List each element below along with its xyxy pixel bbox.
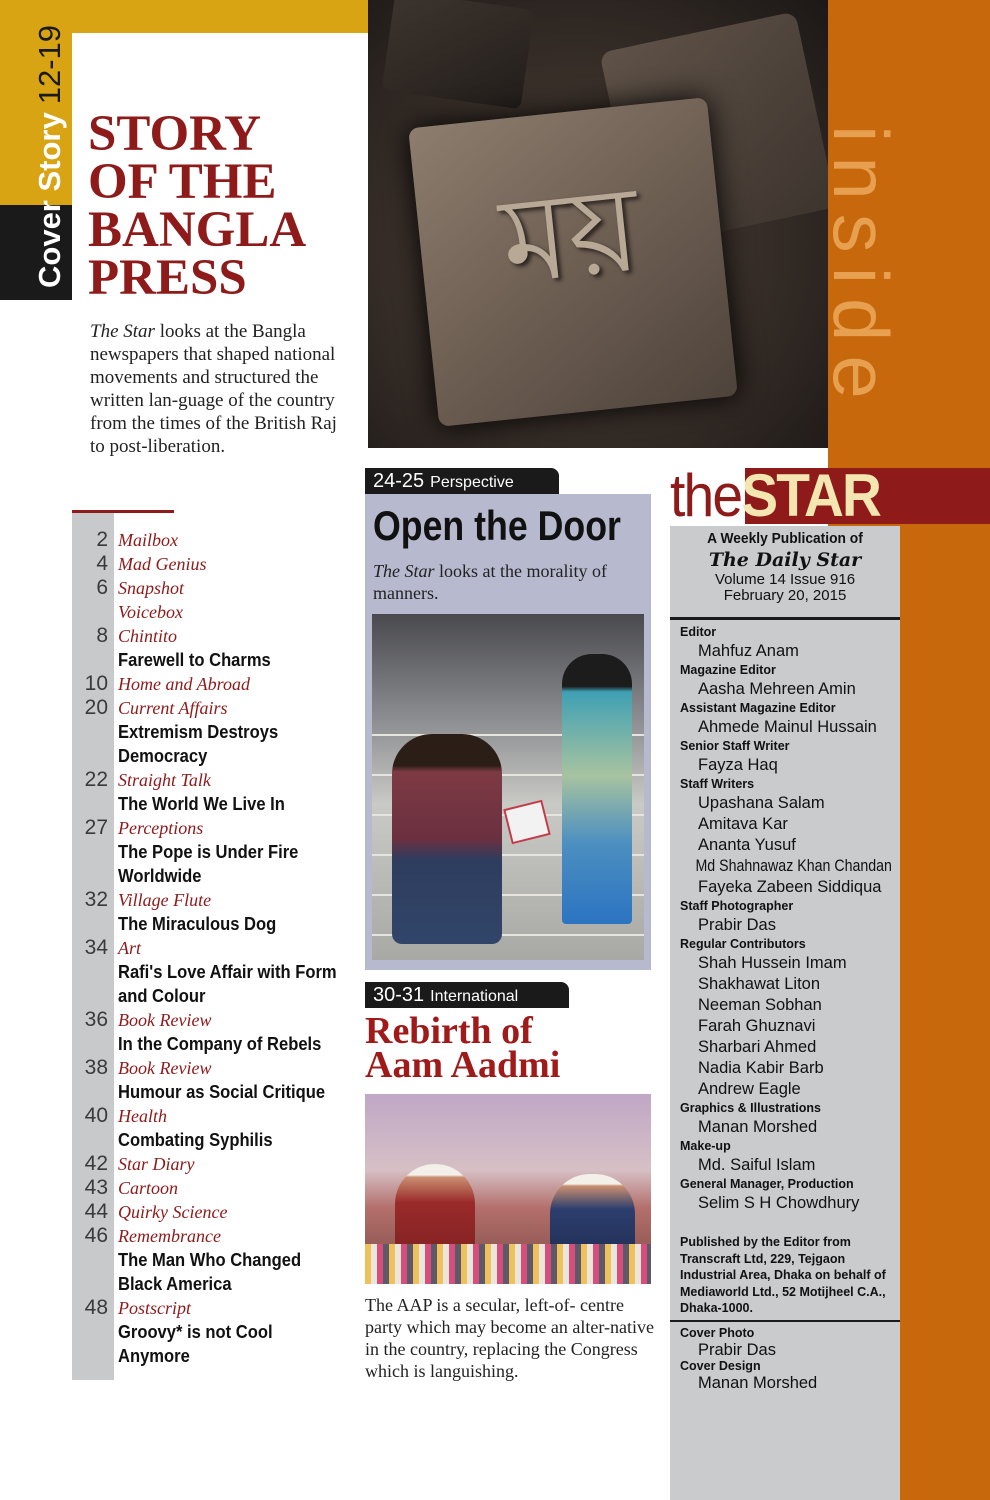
contents-row xyxy=(72,768,362,792)
staff-name: Prabir Das xyxy=(698,916,776,934)
staff-name: Shakhawat Liton xyxy=(698,975,821,993)
staff-name: Sharbari Ahmed xyxy=(698,1038,817,1056)
contents-row xyxy=(72,792,362,816)
staff-role: Regular Contributors xyxy=(680,937,806,951)
staff-list xyxy=(680,624,900,1214)
staff-name: Andrew Eagle xyxy=(698,1080,801,1098)
contents-row xyxy=(72,696,362,720)
contents-row xyxy=(72,1176,362,1200)
contents-row xyxy=(72,1128,362,1152)
cover-story-label xyxy=(32,25,68,288)
type-block xyxy=(382,0,535,109)
staff-role: General Manager, Production xyxy=(680,1177,854,1191)
section-name: Perspective xyxy=(430,474,514,491)
staff-name: Fayza Haq xyxy=(698,756,778,774)
story-title: The Miraculous Dog xyxy=(118,914,277,934)
contents-row xyxy=(72,984,362,1008)
page-number: 2 xyxy=(96,528,108,551)
contents-row xyxy=(72,1008,362,1032)
cover-story-title xyxy=(88,106,358,306)
contents-row xyxy=(72,912,362,936)
contents-row xyxy=(72,1104,362,1128)
contents-row xyxy=(72,1032,362,1056)
page-number: 27 xyxy=(84,816,108,839)
contents-row xyxy=(72,840,362,864)
staff-role: Senior Staff Writer xyxy=(680,739,790,753)
section-name: Perceptions xyxy=(118,818,204,838)
story-title: and Colour xyxy=(118,986,206,1006)
story-title: In the Company of Rebels xyxy=(118,1034,322,1054)
page-number: 36 xyxy=(84,1008,108,1031)
staff-role: Editor xyxy=(680,625,717,639)
story-title: Combating Syphilis xyxy=(118,1130,273,1150)
section-pages: 12-19 xyxy=(32,24,67,105)
page-number: 40 xyxy=(84,1104,108,1127)
logo-the: the xyxy=(670,462,742,529)
logo-star: STAR xyxy=(741,462,881,529)
publication-name: The Star xyxy=(373,561,435,581)
garland xyxy=(365,1244,651,1284)
type-glyph: ময় xyxy=(494,159,646,312)
story-title: Rafi's Love Affair with Form xyxy=(118,962,337,982)
story-title: The Man Who Changed xyxy=(118,1250,302,1270)
staff-role: Staff Writers xyxy=(680,777,755,791)
section-name: Snapshot xyxy=(118,578,185,598)
story-title: Groovy* is not Cool xyxy=(118,1322,273,1342)
section-name: Mailbox xyxy=(118,530,178,550)
international-photo xyxy=(365,1094,651,1284)
contents-row xyxy=(72,864,362,888)
page-number: 42 xyxy=(84,1152,108,1175)
section-name: Current Affairs xyxy=(118,698,228,718)
contents-row xyxy=(72,1200,362,1224)
section-name: Cartoon xyxy=(118,1178,179,1198)
staff-name: Nadia Kabir Barb xyxy=(698,1059,824,1077)
type-block xyxy=(408,97,738,427)
page-number: 20 xyxy=(84,696,108,719)
contents-row xyxy=(72,624,362,648)
story-title: Farewell to Charms xyxy=(118,650,271,670)
staff-role: Assistant Magazine Editor xyxy=(680,701,836,715)
contents-row xyxy=(72,960,362,984)
staff-role: Staff Photographer xyxy=(680,899,794,913)
issue-date: February 20, 2015 xyxy=(723,587,847,604)
international-tab xyxy=(365,982,569,1008)
contents-row xyxy=(72,600,362,624)
page-number: 44 xyxy=(84,1200,108,1223)
title-line: OF THE xyxy=(88,154,277,210)
section-name: Quirky Science xyxy=(118,1202,228,1222)
cover-story-blurb xyxy=(90,320,340,458)
contents-row xyxy=(72,1344,362,1368)
page-number: 48 xyxy=(84,1296,108,1319)
page-number: 46 xyxy=(84,1224,108,1247)
staff-name: Neeman Sobhan xyxy=(698,996,822,1014)
title-line: STORY xyxy=(88,106,261,162)
page-number: 32 xyxy=(84,888,108,911)
perspective-tab xyxy=(365,468,559,494)
parent-paper: The Daily Star xyxy=(708,549,862,571)
perspective-blurb xyxy=(373,560,643,604)
page-number: 34 xyxy=(84,936,108,959)
man-figure xyxy=(392,734,502,944)
contents-row xyxy=(72,888,362,912)
section-name: Health xyxy=(118,1106,167,1126)
section-label: Cover Story xyxy=(32,112,67,288)
title-line: Rebirth of xyxy=(365,1010,533,1052)
staff-name: Prabir Das xyxy=(698,1341,776,1359)
perspective-title: Open the Door xyxy=(373,502,621,549)
section-name: Remembrance xyxy=(118,1226,221,1246)
staff-role: Make-up xyxy=(680,1139,731,1153)
contents-row xyxy=(72,816,362,840)
page-number: 8 xyxy=(96,624,108,647)
contents-row xyxy=(72,1224,362,1248)
contents-row xyxy=(72,1248,362,1272)
contents-row xyxy=(72,720,362,744)
staff-name: Amitava Kar xyxy=(698,815,788,833)
section-name: International xyxy=(430,988,519,1005)
paper xyxy=(503,800,551,845)
blurb-text: looks at the morality of manners. xyxy=(373,561,607,603)
contents-row xyxy=(72,576,362,600)
publication-info xyxy=(670,530,900,604)
staff-name: Farah Ghuznavi xyxy=(698,1017,816,1035)
contents-row xyxy=(72,552,362,576)
section-name: Village Flute xyxy=(118,890,212,910)
title-line: PRESS xyxy=(88,250,247,306)
story-title: Anymore xyxy=(118,1346,190,1366)
published-by: Published by the Editor from Transcraft Ltd, 229, Tejgaon Industrial Area, Dhaka on behalf of Mediaworld Ltd., 52 Motijheel C.A., Dhaka-1000. xyxy=(680,1235,886,1315)
story-title: Democracy xyxy=(118,746,208,766)
staff-role: Cover Photo xyxy=(680,1326,755,1340)
page-number: 6 xyxy=(96,576,108,599)
staff-name: Manan Morshed xyxy=(698,1374,818,1392)
staff-role: Magazine Editor xyxy=(680,663,776,677)
contents-row xyxy=(72,744,362,768)
section-pages: 24-25 xyxy=(373,470,425,492)
story-title: Humour as Social Critique xyxy=(118,1082,326,1102)
story-title: The World We Live In xyxy=(118,794,285,814)
staff-name: Shah Hussein Imam xyxy=(698,954,847,972)
staff-name: Aasha Mehreen Amin xyxy=(698,680,856,698)
story-title: The Pope is Under Fire xyxy=(118,842,299,862)
story-title: Extremism Destroys xyxy=(118,722,279,742)
contents-row xyxy=(72,1272,362,1296)
page-number: 43 xyxy=(84,1176,108,1199)
contents-row xyxy=(72,1320,362,1344)
volume-issue: Volume 14 Issue 916 xyxy=(714,571,856,588)
story-title: Black America xyxy=(118,1274,232,1294)
staff-name: Fayeka Zabeen Siddiqua xyxy=(698,878,882,896)
staff-name: Md. Saiful Islam xyxy=(698,1156,816,1174)
section-name: Home and Abroad xyxy=(118,674,250,694)
title-line: BANGLA xyxy=(88,202,307,258)
international-title xyxy=(365,1010,655,1086)
contents-row xyxy=(72,648,362,672)
contents-row xyxy=(72,1152,362,1176)
inside-heading: inside xyxy=(817,125,905,413)
contents-row xyxy=(72,672,362,696)
section-name: Straight Talk xyxy=(118,770,211,790)
page-number: 22 xyxy=(84,768,108,791)
international-blurb: The AAP is a secular, left-of- centre party which may become an alter-native in the country, replacing the Congress which is languishing. xyxy=(365,1295,655,1381)
staff-role: Cover Design xyxy=(680,1359,761,1373)
publication-line: A Weekly Publication of xyxy=(707,530,863,547)
staff-name: Ahmede Mainul Hussain xyxy=(698,718,877,736)
contents-row xyxy=(72,1296,362,1320)
masthead-rule xyxy=(670,617,900,620)
contents-row xyxy=(72,1056,362,1080)
publication-name: The Star xyxy=(90,321,155,342)
title-line: Aam Aadmi xyxy=(365,1044,561,1086)
the-star-logo xyxy=(670,462,881,529)
credits-rule xyxy=(670,1320,900,1322)
section-name: Mad Genius xyxy=(118,554,207,574)
section-name: Chintito xyxy=(118,626,178,646)
contents-row xyxy=(72,1080,362,1104)
page-number: 10 xyxy=(84,672,108,695)
staff-name: Manan Morshed xyxy=(698,1118,818,1136)
perspective-photo xyxy=(372,614,644,960)
credits-list xyxy=(680,1326,900,1392)
cover-photo xyxy=(368,0,828,448)
staff-name: Selim S H Chowdhury xyxy=(698,1194,860,1212)
section-name: Book Review xyxy=(118,1058,212,1078)
section-pages: 30-31 xyxy=(373,984,425,1006)
section-name: Star Diary xyxy=(118,1154,195,1174)
page-number: 38 xyxy=(84,1056,108,1079)
staff-name: Ananta Yusuf xyxy=(698,836,796,854)
staff-name: Upashana Salam xyxy=(698,794,825,812)
contents-row xyxy=(72,528,362,552)
page-number: 4 xyxy=(96,552,108,575)
blurb-text: looks at the Bangla newspapers that shaped national movements and structured the written lan-guage of the country from the times of the British Raj to post-liberation. xyxy=(90,321,337,457)
section-name: Postscript xyxy=(118,1298,192,1318)
story-title: Worldwide xyxy=(118,866,202,886)
staff-name: Mahfuz Anam xyxy=(698,642,799,660)
section-name: Book Review xyxy=(118,1010,212,1030)
staff-name: Md Shahnawaz Khan Chandan xyxy=(695,857,892,875)
section-name: Art xyxy=(118,938,142,958)
staff-role: Graphics & Illustrations xyxy=(680,1101,822,1115)
contents-row xyxy=(72,936,362,960)
contents-list xyxy=(72,528,362,1368)
section-name: Voicebox xyxy=(118,602,183,622)
woman-figure xyxy=(562,654,632,924)
